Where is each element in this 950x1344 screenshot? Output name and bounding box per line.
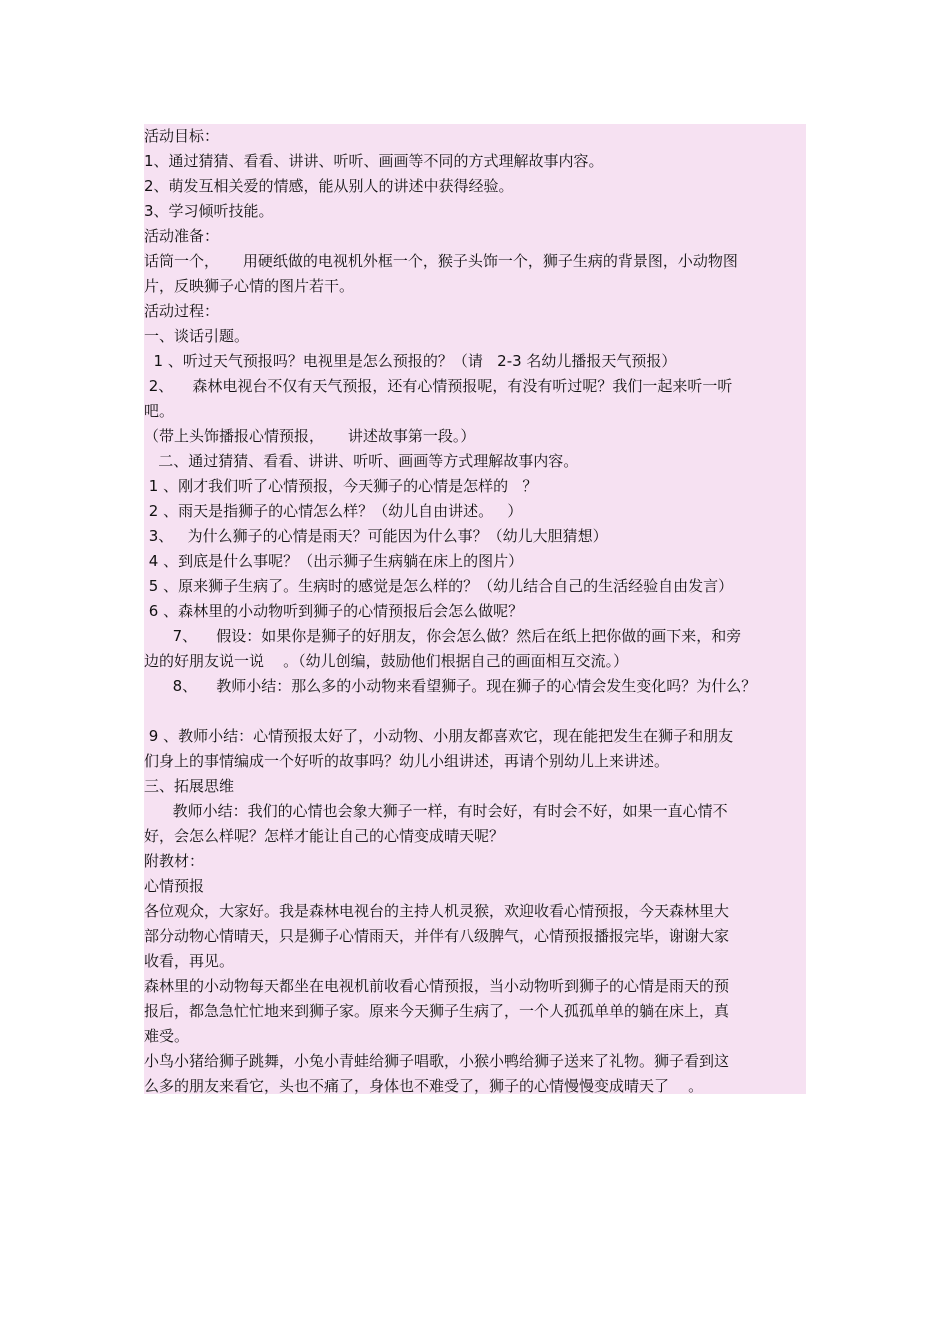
line-2: 2、萌发互相关爱的情感，能从别人的讲述中获得经验。 <box>144 177 514 195</box>
line-21: 边的好朋友说一说 。（幼儿创编，鼓励他们根据自己的画面相互交流。） <box>144 652 629 670</box>
line-29: 附教材： <box>144 852 205 870</box>
line-8: 一、谈话引题。 <box>144 327 250 345</box>
line-11: 吧。 <box>144 402 175 420</box>
line-35: 报后，都急急忙忙地来到狮子家。原来今天狮子生病了，一个人孤孤单单的躺在床上，真 <box>144 1002 730 1020</box>
document-page <box>144 124 806 1094</box>
line-33: 收看，再见。 <box>144 952 235 970</box>
line-0: 活动目标： <box>144 127 220 145</box>
line-17: 4 、到底是什么事呢？（出示狮子生病躺在床上的图片） <box>144 552 524 570</box>
line-15: 2 、雨天是指狮子的心情怎么样？（幼儿自由讲述。 ） <box>144 502 523 520</box>
line-25: 们身上的事情编成一个好听的故事吗？幼儿小组讲述，再请个别幼儿上来讲述。 <box>144 752 670 770</box>
line-32: 部分动物心情晴天，只是狮子心情雨天，并伴有八级脾气，心情预报播报完毕，谢谢大家 <box>144 927 730 945</box>
line-1: 1、通过猜猜、看看、讲讲、听听、画画等不同的方式理解故事内容。 <box>144 152 604 170</box>
line-27: 教师小结：我们的心情也会象大狮子一样，有时会好，有时会不好，如果一直心情不 <box>144 802 728 820</box>
line-18: 5 、原来狮子生病了。生病时的感觉是怎么样的？（幼儿结合自己的生活经验自由发言） <box>144 577 734 595</box>
line-12: （带上头饰播报心情预报， 讲述故事第一段。） <box>144 427 476 445</box>
line-24: 9 、教师小结：心情预报太好了，小动物、小朋友都喜欢它，现在能把发生在狮子和朋友 <box>144 727 734 745</box>
line-37: 小鸟小猪给狮子跳舞，小兔小青蛙给狮子唱歌，小猴小鸭给狮子送来了礼物。狮子看到这 <box>144 1052 730 1070</box>
line-14: 1 、刚才我们听了心情预报，今天狮子的心情是怎样的 ？ <box>144 477 538 495</box>
line-26: 三、拓展思维 <box>144 777 235 795</box>
line-30: 心情预报 <box>144 877 205 895</box>
line-36: 难受。 <box>144 1027 190 1045</box>
line-6: 片，反映狮子心情的图片若干。 <box>144 277 355 295</box>
line-4: 活动准备： <box>144 227 220 245</box>
line-34: 森林里的小动物每天都坐在电视机前收看心情预报，当小动物听到狮子的心情是雨天的预 <box>144 977 730 995</box>
line-19: 6 、森林里的小动物听到狮子的心情预报后会怎么做呢？ <box>144 602 524 620</box>
line-31: 各位观众，大家好。我是森林电视台的主持人机灵猴，欢迎收看心情预报，今天森林里大 <box>144 902 730 920</box>
line-9: 1 、听过天气预报吗？电视里是怎么预报的？（请 2-3 名幼儿播报天气预报） <box>144 352 677 370</box>
line-38: 么多的朋友来看它，头也不痛了，身体也不难受了，狮子的心情慢慢变成晴天了 。 <box>144 1077 704 1095</box>
line-5: 话筒一个， 用硬纸做的电视机外框一个，猴子头饰一个，狮子生病的背景图，小动物图 <box>144 252 738 270</box>
line-22: 8、 教师小结：那么多的小动物来看望狮子。现在狮子的心情会发生变化吗？为什么？ <box>144 677 757 695</box>
line-10: 2、 森林电视台不仅有天气预报，还有心情预报呢，有没有听过呢？我们一起来听一听 <box>144 377 733 395</box>
line-13: 二、通过猜猜、看看、讲讲、听听、画画等方式理解故事内容。 <box>144 452 579 470</box>
line-20: 7、 假设：如果你是狮子的好朋友，你会怎么做？然后在纸上把你做的画下来，和旁 <box>144 627 742 645</box>
line-3: 3、学习倾听技能。 <box>144 202 274 220</box>
line-28: 好，会怎么样呢？怎样才能让自己的心情变成晴天呢？ <box>144 827 505 845</box>
line-7: 活动过程： <box>144 302 220 320</box>
line-16: 3、 为什么狮子的心情是雨天？可能因为什么事？（幼儿大胆猜想） <box>144 527 608 545</box>
